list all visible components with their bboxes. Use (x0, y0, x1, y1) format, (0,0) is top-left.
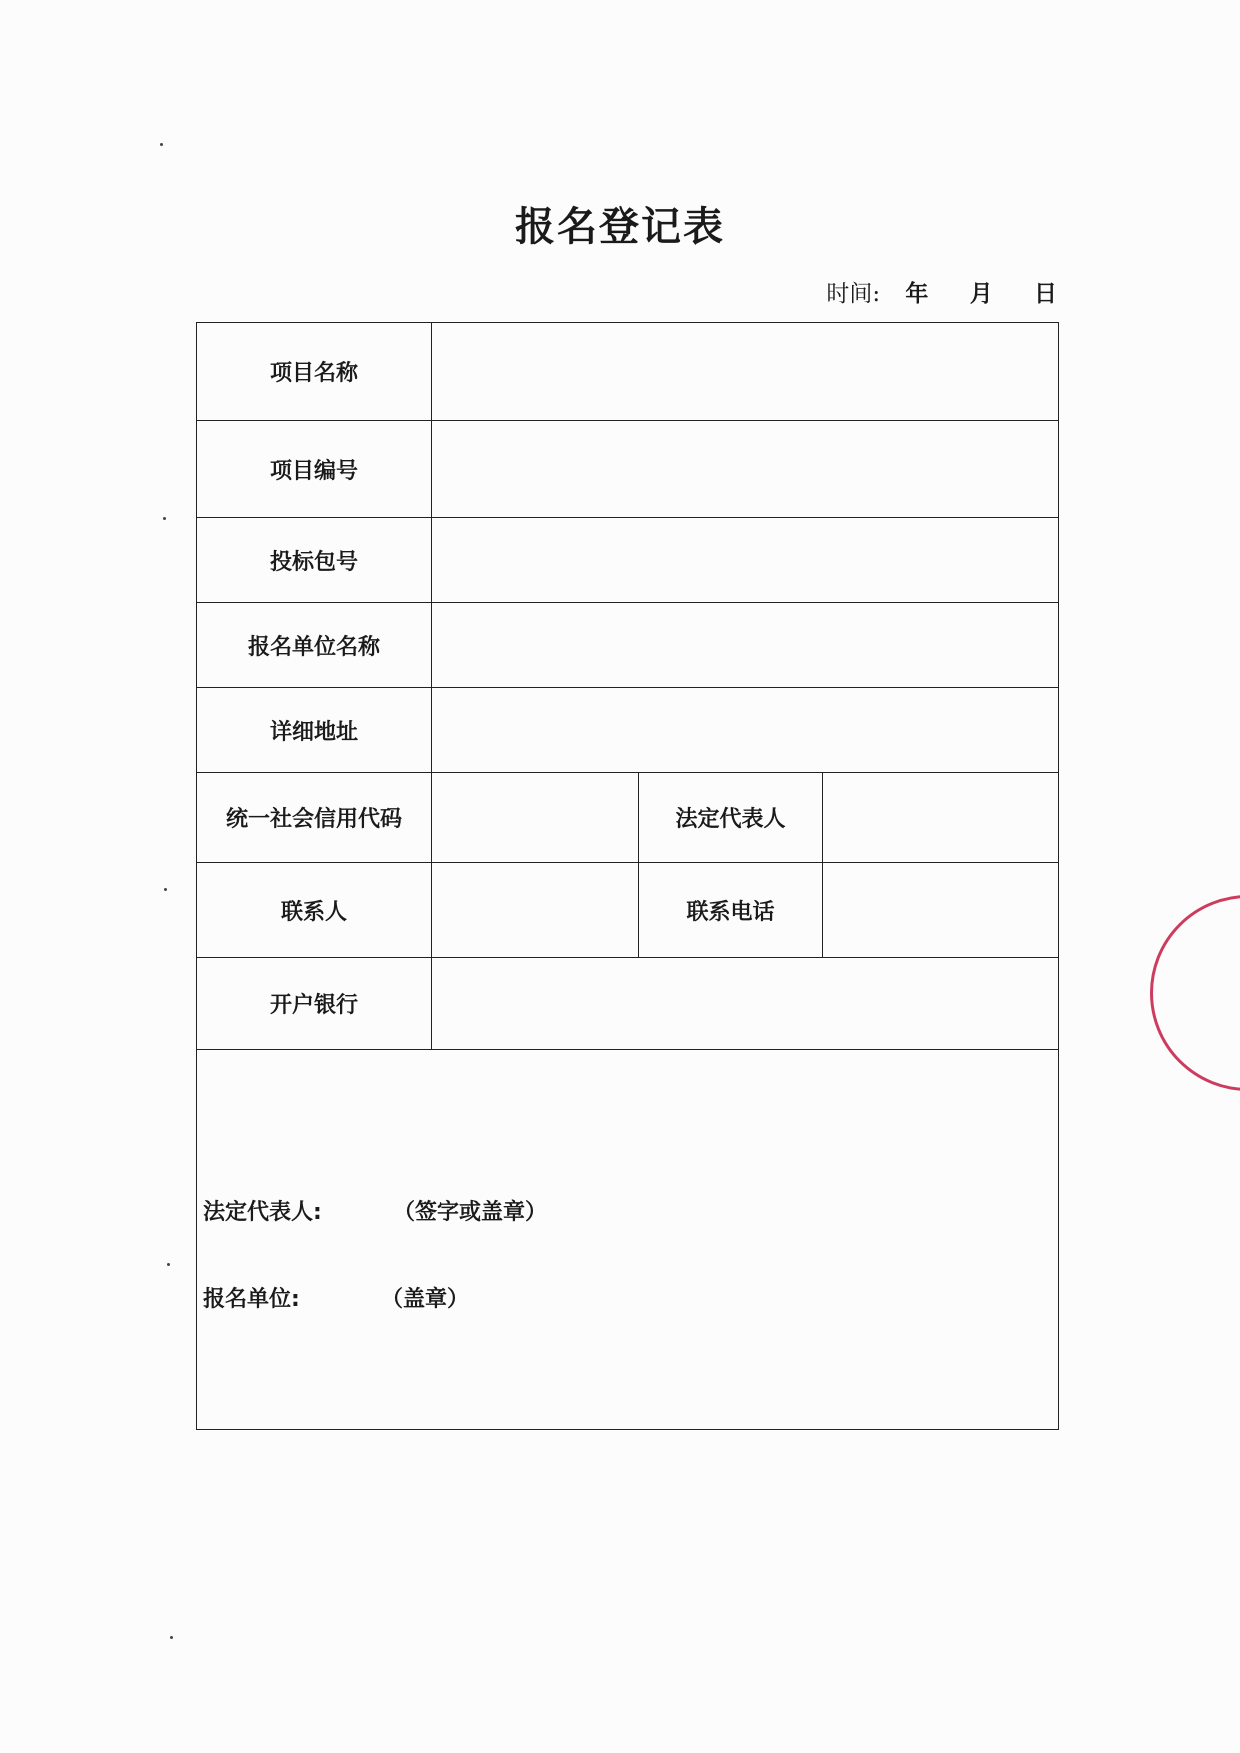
scan-speck (170, 1636, 173, 1639)
signature-area (197, 1050, 1059, 1430)
contact-person-label: 联系人 (197, 863, 432, 958)
registration-form (196, 322, 1059, 1430)
unit-stamp-row (203, 1282, 470, 1313)
applicant-name-label: 报名单位名称 (197, 603, 432, 688)
contact-person-value[interactable] (432, 863, 639, 958)
address-label: 详细地址 (197, 688, 432, 773)
bid-package-label: 投标包号 (197, 518, 432, 603)
legal-rep-signature-note: （签字或盖章） (393, 1200, 548, 1225)
unit-stamp-label: 报名单位: (203, 1287, 300, 1312)
project-name-label: 项目名称 (197, 323, 432, 421)
contact-phone-value[interactable] (823, 863, 1059, 958)
legal-rep-signature-label: 法定代表人: (203, 1200, 322, 1225)
legal-rep-label: 法定代表人 (639, 773, 823, 863)
date-month-unit: 月 (969, 281, 993, 307)
bank-value[interactable] (432, 958, 1059, 1050)
legal-rep-value[interactable] (823, 773, 1059, 863)
page-title: 报名登记表 (515, 204, 725, 250)
date-label: 时间: (826, 281, 881, 307)
project-name-value[interactable] (432, 323, 1059, 421)
contact-phone-label: 联系电话 (639, 863, 823, 958)
bank-label: 开户银行 (197, 958, 432, 1050)
red-seal-stamp (1150, 895, 1240, 1091)
scan-speck (167, 1263, 170, 1266)
scan-speck (160, 143, 163, 146)
credit-code-value[interactable] (432, 773, 639, 863)
date-day-unit: 日 (1034, 281, 1057, 307)
project-number-label: 项目编号 (197, 421, 432, 518)
unit-stamp-note: （盖章） (381, 1287, 470, 1312)
credit-code-label: 统一社会信用代码 (197, 773, 432, 863)
address-value[interactable] (432, 688, 1059, 773)
project-number-value[interactable] (432, 421, 1059, 518)
scan-speck (164, 888, 167, 891)
scan-speck (163, 517, 166, 520)
date-line (826, 275, 1057, 308)
date-year-unit: 年 (905, 281, 929, 307)
bid-package-value[interactable] (432, 518, 1059, 603)
applicant-name-value[interactable] (432, 603, 1059, 688)
legal-rep-signature-row (203, 1195, 548, 1226)
